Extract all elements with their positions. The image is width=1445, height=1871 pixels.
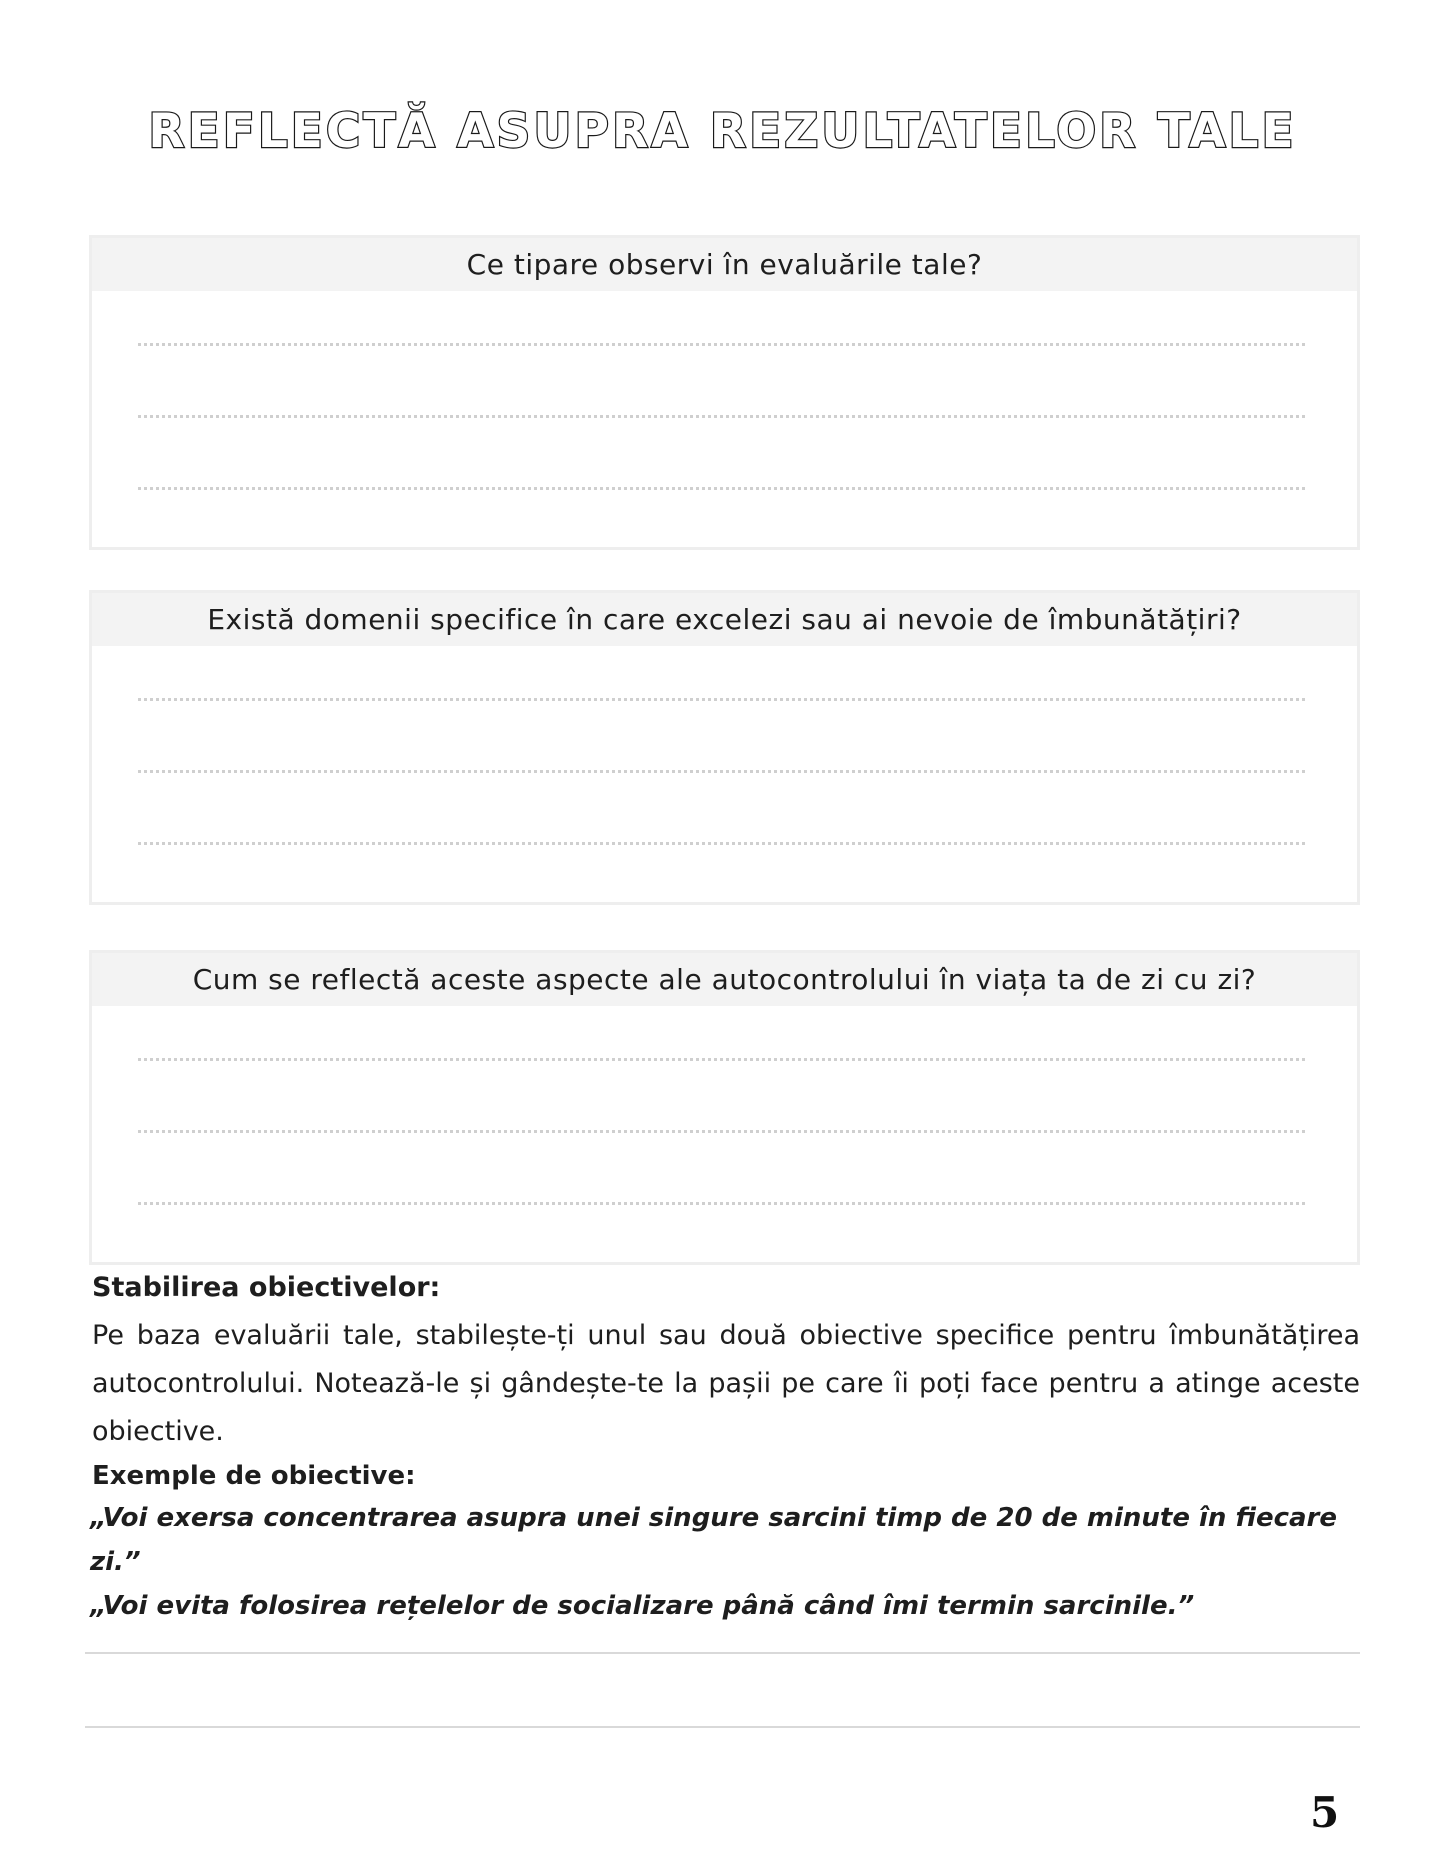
answer-line[interactable] bbox=[138, 487, 1305, 490]
answer-line[interactable] bbox=[138, 415, 1305, 418]
question-prompt: Există domenii specifice în care excelezi sau ai nevoie de îmbunătățiri? bbox=[92, 593, 1357, 646]
answer-line[interactable] bbox=[138, 1130, 1305, 1133]
writing-line[interactable] bbox=[85, 1652, 1360, 1654]
answer-line[interactable] bbox=[138, 698, 1305, 701]
answer-line[interactable] bbox=[138, 842, 1305, 845]
question-box-1 bbox=[89, 235, 1360, 550]
question-box-3 bbox=[89, 950, 1360, 1265]
goals-heading: Stabilirea obiectivelor: bbox=[92, 1272, 441, 1303]
page-number: 5 bbox=[1310, 1788, 1340, 1837]
answer-line[interactable] bbox=[138, 770, 1305, 773]
writing-line[interactable] bbox=[85, 1726, 1360, 1728]
question-prompt: Ce tipare observi în evaluările tale? bbox=[92, 238, 1357, 291]
example-goal: „Voi exersa concentrarea asupra unei singure sarcini timp de 20 de minute în fiecare zi.” bbox=[90, 1503, 1338, 1577]
goals-section bbox=[92, 1268, 1360, 1628]
examples-heading: Exemple de obiective: bbox=[92, 1461, 416, 1491]
answer-line[interactable] bbox=[138, 343, 1305, 346]
question-prompt: Cum se reflectă aceste aspecte ale autocontrolului în viața ta de zi cu zi? bbox=[92, 953, 1357, 1006]
question-box-2 bbox=[89, 590, 1360, 905]
example-goal: „Voi evita folosirea rețelelor de socializare până când îmi termin sarcinile.” bbox=[90, 1591, 1195, 1621]
page-title: REFLECTĂ ASUPRA REZULTATELOR TALE bbox=[148, 104, 1297, 159]
goals-paragraph: Pe baza evaluării tale, stabilește-ți unul sau două obiective specifice pentru îmbunătățirea autocontrolului. Notează-le și gândește-te la pașii pe care îi poți face pentru a atinge aceste obiective. bbox=[92, 1320, 1360, 1447]
answer-line[interactable] bbox=[138, 1058, 1305, 1061]
answer-line[interactable] bbox=[138, 1202, 1305, 1205]
